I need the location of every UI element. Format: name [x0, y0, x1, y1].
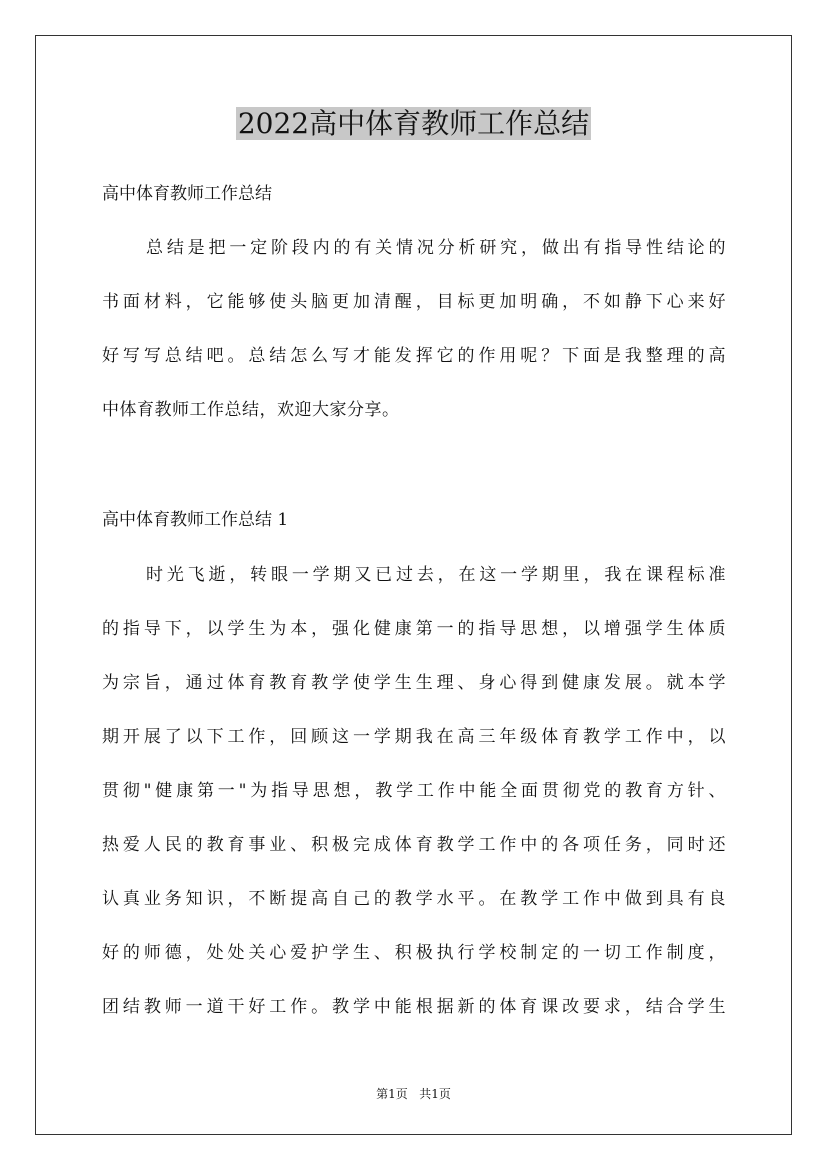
paragraph-line: 的指导下，以学生为本，强化健康第一的指导思想，以增强学生体质 — [102, 619, 726, 639]
section-heading-intro: 高中体育教师工作总结 — [102, 184, 272, 204]
paragraph-line: 中体育教师工作总结，欢迎大家分享。 — [102, 400, 400, 420]
paragraph-line: 贯彻"健康第一"为指导思想，教学工作中能全面贯彻党的教育方针、 — [102, 781, 726, 801]
paragraph-line: 团结教师一道干好工作。教学中能根据新的体育课改要求，结合学生 — [102, 997, 726, 1017]
paragraph-line: 好写写总结吧。总结怎么写才能发挥它的作用呢？下面是我整理的高 — [102, 346, 726, 366]
section-1-paragraph — [102, 563, 726, 1049]
section-heading-1: 高中体育教师工作总结 1 — [102, 510, 289, 530]
intro-paragraph — [102, 236, 726, 452]
paragraph-line: 总结是把一定阶段内的有关情况分析研究，做出有指导性结论的 — [146, 238, 726, 258]
paragraph-line: 热爱人民的教育事业、积极完成体育教学工作中的各项任务，同时还 — [102, 835, 726, 855]
paragraph-line: 认真业务知识，不断提高自己的教学水平。在教学工作中做到具有良 — [102, 889, 726, 909]
document-title — [0, 104, 827, 144]
paragraph-line: 时光飞逝，转眼一学期又已过去，在这一学期里，我在课程标准 — [146, 565, 726, 585]
page-footer: 第1页 共1页 — [376, 1087, 451, 1101]
paragraph-line: 期开展了以下工作，回顾这一学期我在高三年级体育教学工作中，以 — [102, 727, 726, 747]
paragraph-line: 书面材料，它能够使头脑更加清醒，目标更加明确，不如静下心来好 — [102, 292, 726, 312]
paragraph-line: 好的师德，处处关心爱护学生、积极执行学校制定的一切工作制度， — [102, 943, 726, 963]
paragraph-line: 为宗旨，通过体育教育教学使学生生理、身心得到健康发展。就本学 — [102, 673, 726, 693]
document-title-text: 2022高中体育教师工作总结 — [237, 107, 590, 140]
